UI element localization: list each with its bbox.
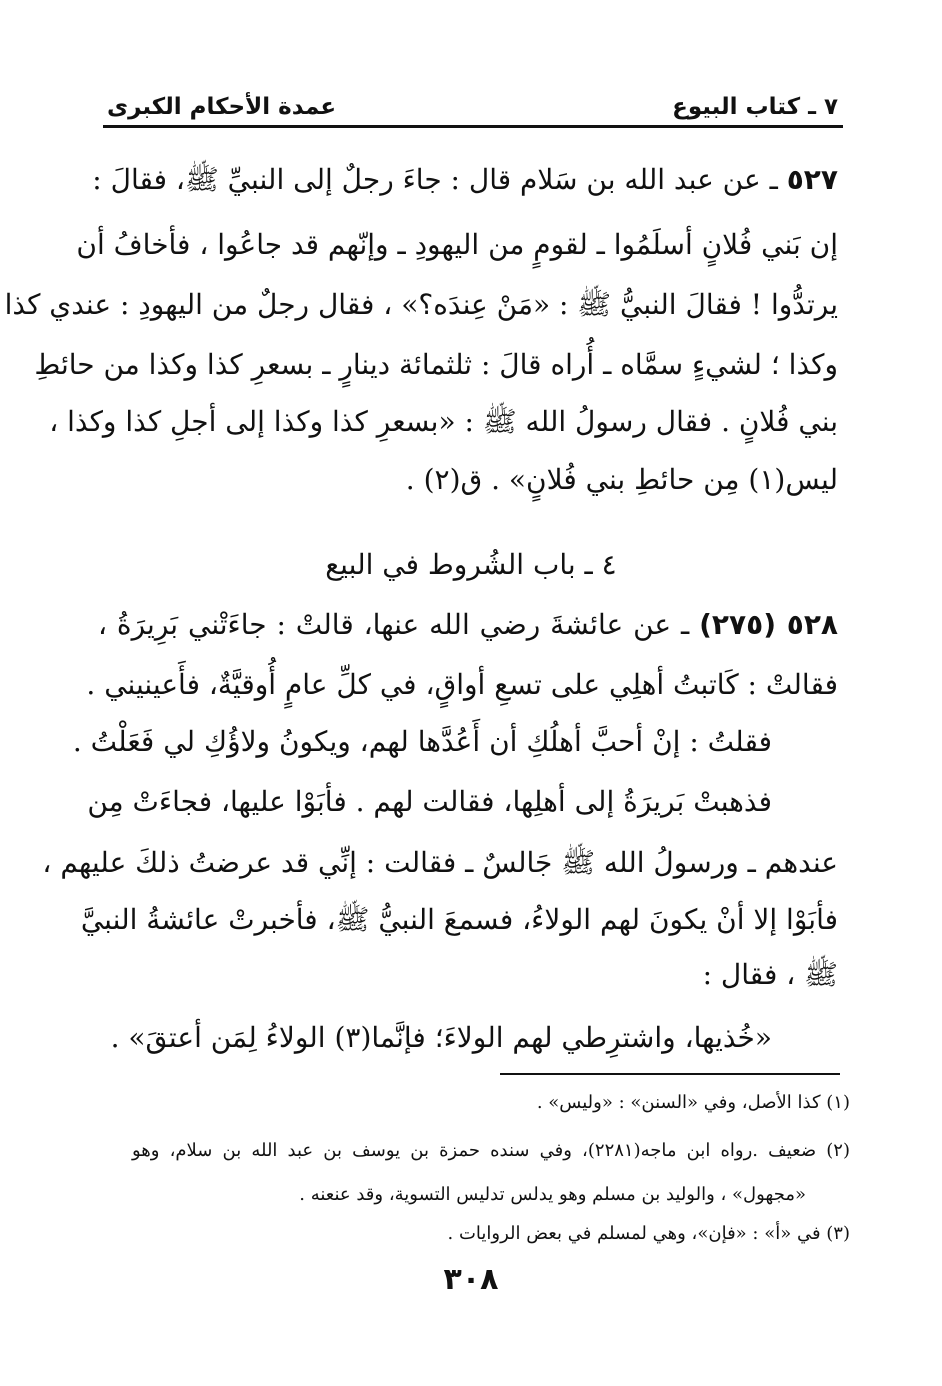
hadith-text: ـ عن عبد الله بن سَلام قال : جاءَ رجلٌ إلى النبيِّ ﷺ، فقالَ : xyxy=(92,163,778,196)
footnote-1: (١) كذا الأصل، وفي «السنن» : «وليس» . xyxy=(536,1092,850,1113)
hadith-527-line-3: يرتدُّوا ! فقالَ النبيُّ ﷺ : «مَنْ عِندَه؟» ، فقال رجلٌ من اليهودِ : عندي كذا xyxy=(4,288,838,321)
hadith-number: ٥٢٧ xyxy=(786,163,838,196)
header-divider xyxy=(103,125,843,128)
hadith-528-line-1 xyxy=(98,605,838,645)
hadith-527-line-5: بني فُلانٍ . فقال رسولُ الله ﷺ : «بسعرِ كذا وكذا إلى أجلِ كذا وكذا ، xyxy=(49,405,838,438)
footnote-divider xyxy=(500,1073,840,1075)
hadith-528-line-5: عندهم ـ ورسولُ الله ﷺ جَالسٌ ـ فقالت : إنِّي قد عرضتُ ذلكَ عليهم ، xyxy=(42,846,838,879)
hadith-528-line-8: «خُذيها، واشترِطي لهم الولاءَ؛ فإنَّما(٣) الولاءُ لِمَن أعتقَ» . xyxy=(110,1021,772,1054)
hadith-528-line-2: فقالتْ : كَاتبتُ أهلِي على تسعِ أواقٍ، في كلِّ عامٍ أُوقيَّةٌ، فأَعينيني . xyxy=(86,668,838,701)
footnote-2: (٢) ضعيف .رواه ابن ماجه(٢٢٨١)، وفي سنده حمزة بن يوسف بن عبد الله بن سلام، وهو xyxy=(132,1140,850,1161)
section-heading: ٤ ـ باب الشُروط في البيع xyxy=(325,548,617,581)
hadith-number: ٥٢٨ (٢٧٥) xyxy=(699,608,839,641)
hadith-527-line-2: إن بَني فُلانٍ أسلَمُوا ـ لقومٍ من اليهودِ ـ وإنّهم قد جاعُوا ، فأخافُ أن xyxy=(76,228,838,261)
hadith-527-line-6: ليس(١) مِن حائطِ بني فُلانٍ» . ق(٢) . xyxy=(405,463,838,496)
hadith-528-line-6: فأبَوْا إلا أنْ يكونَ لهم الولاءُ، فسمعَ النبيُّ ﷺ، فأخبرتْ عائشةُ النبيَّ xyxy=(80,903,838,936)
footnote-2-continued: «مجهول» ، والوليد بن مسلم وهو يدلس تدليس التسوية، وقد عنعنه . xyxy=(299,1184,806,1205)
running-header xyxy=(105,88,840,128)
footnote-3: (٣) في «أ» : «فإن»، وهي لمسلم في بعض الروايات . xyxy=(447,1223,850,1244)
chapter-title: ٧ ـ كتاب البيوع xyxy=(672,94,838,120)
hadith-text: ـ عن عائشةَ رضي الله عنها، قالتْ : جاءَتْني بَرِيرَةُ ، xyxy=(98,608,690,641)
hadith-528-line-3: فقلتُ : إنْ أحبَّ أهلُكِ أن أَعُدَّها لهم، ويكونُ ولاؤُكِ لي فَعَلْتُ . xyxy=(72,725,772,758)
page-number: ٣٠٨ xyxy=(443,1262,499,1297)
hadith-527-line-4: وكذا ؛ لشيءٍ سمَّاه ـ أُراه قالَ : ثلثمائة دينارٍ ـ بسعرِ كذا وكذا من حائطِ xyxy=(34,348,838,381)
hadith-528-line-4: فذهبتْ بَريرَةُ إلى أهلِها، فقالت لهم . فأبَوْا عليها، فجاءَتْ مِن xyxy=(87,785,772,818)
hadith-528-line-7: ﷺ ، فقال : xyxy=(702,958,838,991)
hadith-527-line-1 xyxy=(92,160,838,200)
book-title: عمدة الأحكام الكبرى xyxy=(107,94,337,120)
